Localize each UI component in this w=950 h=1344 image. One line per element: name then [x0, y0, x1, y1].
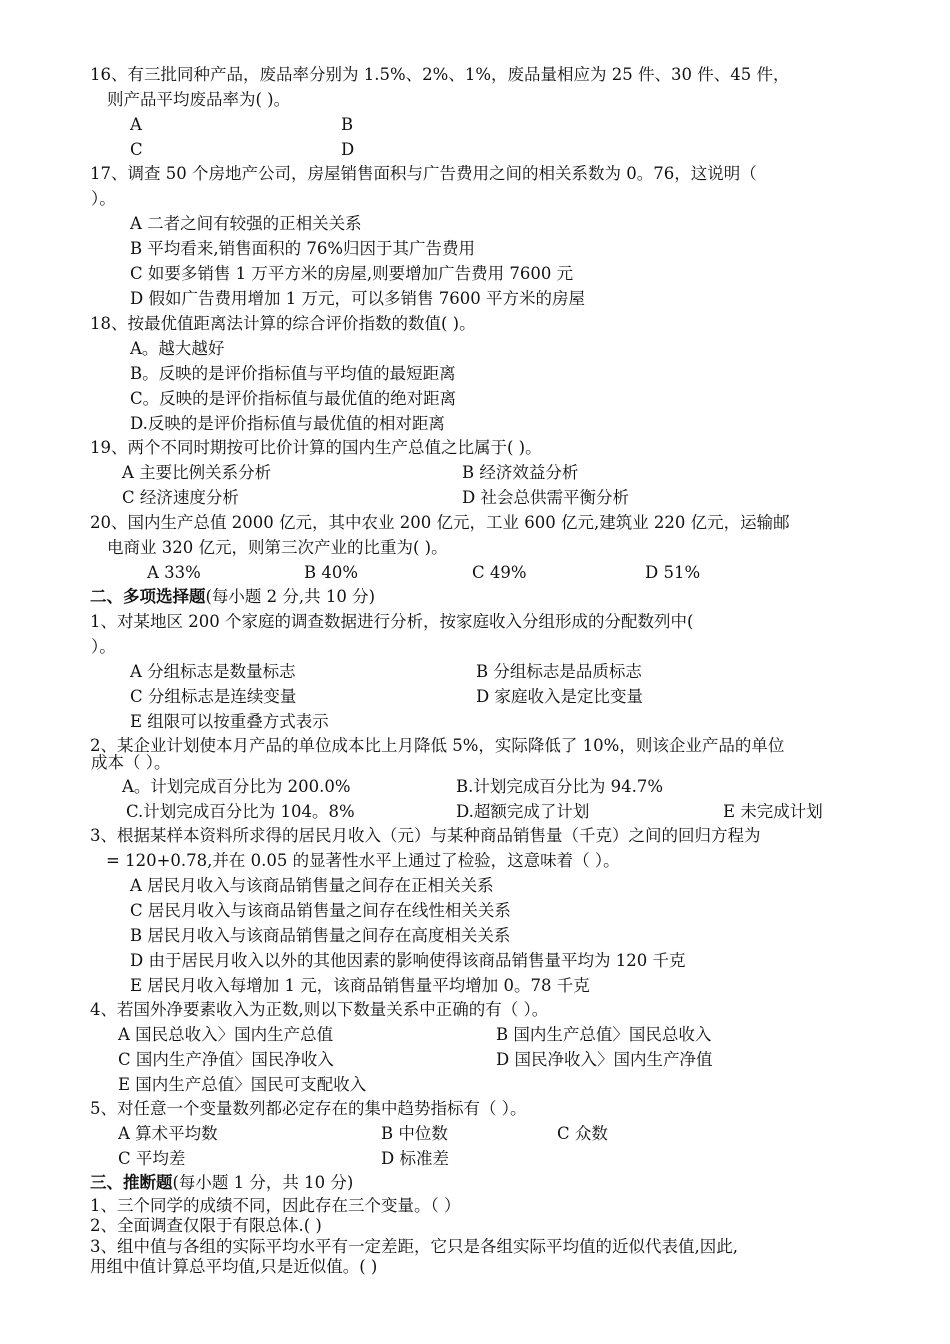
- q19-option-c: C 经济速度分析: [122, 488, 239, 507]
- q19-stem: 19、两个不同时期按可比价计算的国内生产总值之比属于( )。: [90, 438, 542, 457]
- q16-stem-line2: 则产品平均废品率为( )。: [107, 90, 291, 109]
- q17-option-a: A 二者之间有较强的正相关关系: [130, 214, 362, 233]
- q16-option-c: C: [130, 140, 143, 159]
- t3-stem-line1: 3、组中值与各组的实际平均水平有一定差距，它只是各组实际平均值的近似代表值,因此,: [90, 1237, 738, 1256]
- t1-stem: 1、三个同学的成绩不同，因此存在三个变量。（ ）: [90, 1196, 461, 1215]
- q17-option-b: B 平均看来,销售面积的 76%归因于其广告费用: [130, 239, 476, 258]
- m3-option-c: C 居民月收入与该商品销售量之间存在线性相关关系: [130, 901, 511, 920]
- m2-option-a: A。计划完成百分比为 200.0%: [122, 777, 351, 796]
- q20-stem-line2: 电商业 320 亿元，则第三次产业的比重为( )。: [107, 538, 448, 557]
- m2-option-b: B.计划完成百分比为 94.7%: [456, 777, 664, 796]
- m4-option-c: C 国内生产净值〉国民净收入: [118, 1050, 334, 1069]
- m1-option-a: A 分组标志是数量标志: [130, 662, 296, 681]
- m3-option-e: E 居民月收入每增加 1 元，该商品销售量平均增加 0。78 千克: [130, 976, 590, 995]
- q16-option-b: B: [341, 115, 354, 134]
- m2-stem-line2: 成本（ ）。: [91, 753, 171, 772]
- m5-option-d: C 平均差: [118, 1149, 186, 1168]
- q19-option-b: B 经济效益分析: [462, 463, 579, 482]
- m4-option-d: D 国民净收入〉国内生产净值: [496, 1050, 713, 1069]
- m1-stem-line2: ）。: [91, 637, 116, 656]
- q17-stem-line1: 17、调查 50 个房地产公司，房屋销售面积与广告费用之间的相关系数为 0。76，这说明（: [90, 164, 757, 183]
- q18-stem: 18、按最优值距离法计算的综合评价指数的数值( )。: [90, 314, 476, 333]
- q18-option-c: C。反映的是评价指标值与最优值的绝对距离: [130, 389, 457, 408]
- m1-stem-line1: 1、对某地区 200 个家庭的调查数据进行分析，按家庭收入分组形成的分配数列中(: [90, 612, 694, 631]
- q19-option-a: A 主要比例关系分析: [122, 463, 272, 482]
- m3-option-d: D 由于居民月收入以外的其他因素的影响使得该商品销售量平均为 120 千克: [130, 951, 686, 970]
- t3-stem-line2: 用组中值计算总平均值,只是近似值。( ): [90, 1257, 378, 1276]
- section-3-heading: [90, 1171, 353, 1195]
- q16-stem-line1: 16、有三批同种产品，废品率分别为 1.5%、2%、1%，废品量相应为 25 件、30 件、45 件，: [90, 65, 790, 84]
- m5-option-c: C 众数: [557, 1124, 608, 1143]
- q20-option-c: C 49%: [472, 563, 527, 582]
- t2-stem: 2、全面调查仅限于有限总体.( ): [90, 1216, 322, 1235]
- q18-option-d: D.反映的是评价指标值与最优值的相对距离: [130, 414, 445, 433]
- section-2-title: 二、多项选择题: [90, 587, 206, 606]
- m4-option-e: E 国内生产总值〉国民可支配收入: [118, 1075, 367, 1094]
- q19-option-d: D 社会总供需平衡分析: [462, 488, 629, 507]
- q20-option-a: A 33%: [147, 563, 201, 582]
- m1-option-e: E 组限可以按重叠方式表示: [130, 712, 329, 731]
- m1-option-b: B 分组标志是品质标志: [476, 662, 642, 681]
- section-3-title: 三、推断题: [90, 1173, 173, 1192]
- q18-option-b: B。反映的是评价指标值与平均值的最短距离: [130, 364, 456, 383]
- m2-stem-line1: 2、某企业计划使本月产品的单位成本比上月降低 5%，实际降低了 10%，则该企业产品的单位: [90, 736, 785, 755]
- q20-option-b: B 40%: [304, 563, 359, 582]
- m5-option-b: B 中位数: [381, 1124, 448, 1143]
- m5-option-e: D 标准差: [381, 1149, 449, 1168]
- q20-option-d: D 51%: [645, 563, 701, 582]
- m1-option-c: C 分组标志是连续变量: [130, 687, 297, 706]
- m4-stem: 4、若国外净要素收入为正数,则以下数量关系中正确的有（ ）。: [90, 1000, 549, 1019]
- q20-stem-line1: 20、国内生产总值 2000 亿元，其中农业 200 亿元，工业 600 亿元,建筑业 220 亿元，运输邮: [90, 513, 790, 532]
- m2-option-d: D.超额完成了计划: [456, 802, 590, 821]
- m3-stem-line2: = 120+0.78,并在 0.05 的显著性水平上通过了检验，这意味着（ ）。: [106, 851, 620, 870]
- section-2-heading: [90, 585, 375, 609]
- m5-option-a: A 算术平均数: [118, 1124, 218, 1143]
- m4-option-a: A 国民总收入〉国内生产总值: [118, 1025, 334, 1044]
- m2-option-c: C.计划完成百分比为 104。8%: [126, 802, 355, 821]
- q17-option-c: C 如要多销售 1 万平方米的房屋,则要增加广告费用 7600 元: [130, 264, 574, 283]
- m3-option-a: A 居民月收入与该商品销售量之间存在正相关关系: [130, 876, 494, 895]
- section-3-note: (每小题 1 分，共 10 分): [172, 1173, 354, 1192]
- m5-stem: 5、对任意一个变量数列都必定存在的集中趋势指标有（ ）。: [90, 1099, 527, 1118]
- q17-option-d: D 假如广告费用增加 1 万元，可以多销售 7600 平方米的房屋: [130, 289, 585, 308]
- m4-option-b: B 国内生产总值〉国民总收入: [496, 1025, 712, 1044]
- q16-option-d: D: [341, 140, 355, 159]
- m3-stem-line1: 3、根据某样本资料所求得的居民月收入（元）与某种商品销售量（千克）之间的回归方程为: [90, 826, 761, 845]
- section-2-note: (每小题 2 分,共 10 分): [205, 587, 376, 606]
- m1-option-d: D 家庭收入是定比变量: [476, 687, 643, 706]
- q18-option-a: A。越大越好: [130, 339, 225, 358]
- m3-option-b: B 居民月收入与该商品销售量之间存在高度相关关系: [130, 926, 511, 945]
- m2-option-e: E 未完成计划: [723, 802, 823, 821]
- q16-option-a: A: [130, 115, 142, 134]
- q17-stem-line2: ）。: [91, 189, 116, 208]
